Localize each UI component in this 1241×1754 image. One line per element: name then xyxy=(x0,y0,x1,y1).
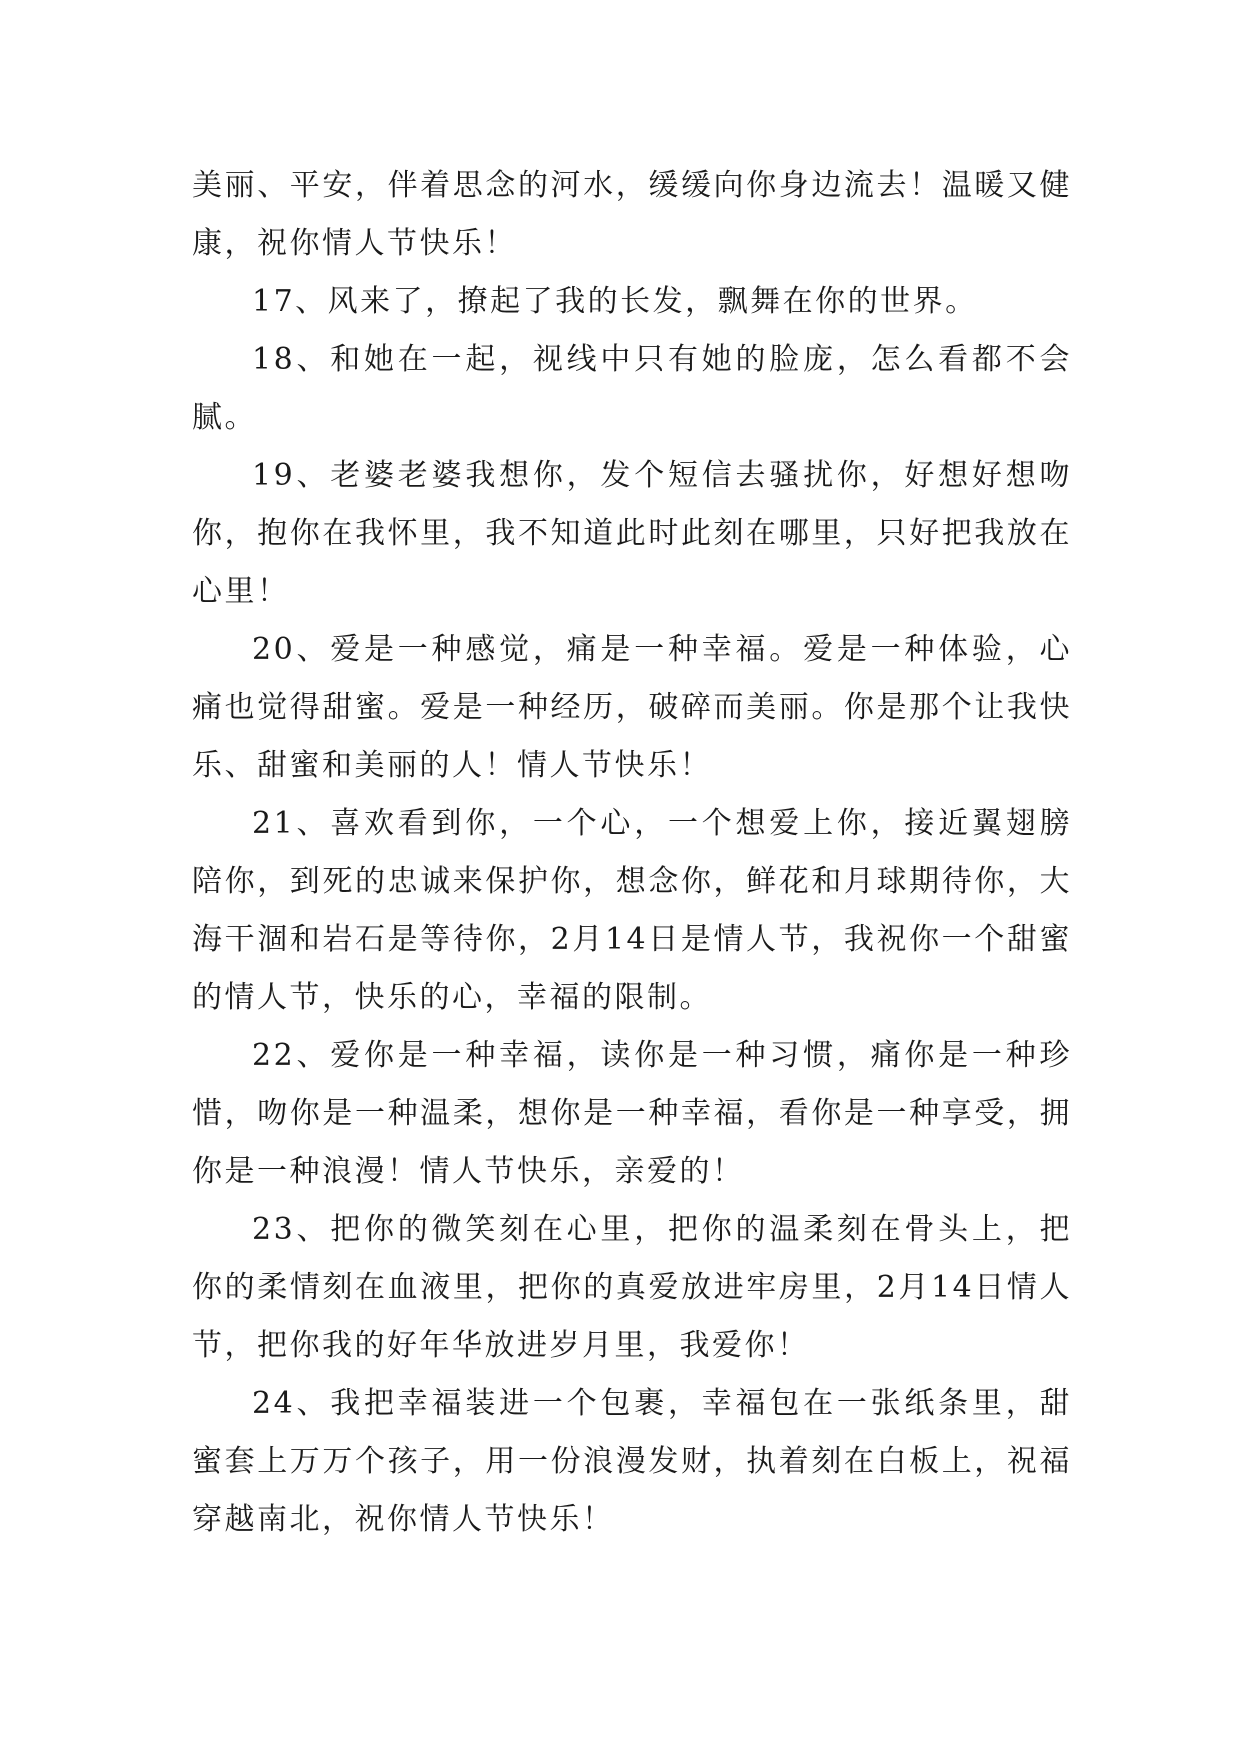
paragraph-19: 19、老婆老婆我想你，发个短信去骚扰你，好想好想吻你，抱你在我怀里，我不知道此时此刻在哪里，只好把我放在心里！ xyxy=(192,458,1072,609)
paragraph-24: 24、我把幸福装进一个包裹，幸福包在一张纸条里，甜蜜套上万万个孩子，用一份浪漫发财，执着刻在白板上，祝福穿越南北，祝你情人节快乐！ xyxy=(192,1386,1072,1537)
paragraph-22: 22、爱你是一种幸福，读你是一种习惯，痛你是一种珍惜，吻你是一种温柔，想你是一种幸福，看你是一种享受，拥你是一种浪漫！情人节快乐，亲爱的！ xyxy=(192,1038,1072,1189)
body-text xyxy=(192,157,1072,1549)
paragraph-20: 20、爱是一种感觉，痛是一种幸福。爱是一种体验，心痛也觉得甜蜜。爱是一种经历，破碎而美丽。你是那个让我快乐、甜蜜和美丽的人！情人节快乐！ xyxy=(192,632,1072,783)
paragraph-23: 23、把你的微笑刻在心里，把你的温柔刻在骨头上，把你的柔情刻在血液里，把你的真爱放进牢房里，2月14日情人节，把你我的好年华放进岁月里，我爱你！ xyxy=(192,1212,1072,1363)
paragraph-21: 21、喜欢看到你，一个心，一个想爱上你，接近翼翅膀陪你，到死的忠诚来保护你，想念你，鲜花和月球期待你，大海干涸和岩石是等待你，2月14日是情人节，我祝你一个甜蜜的情人节，快乐的心，幸福的限制。 xyxy=(192,806,1072,1015)
paragraph-18: 18、和她在一起，视线中只有她的脸庞，怎么看都不会腻。 xyxy=(192,342,1072,435)
paragraph-17: 17、风来了，撩起了我的长发，飘舞在你的世界。 xyxy=(252,284,978,319)
paragraph-continuation: 美丽、平安，伴着思念的河水，缓缓向你身边流去！温暖又健康，祝你情人节快乐！ xyxy=(192,168,1072,261)
